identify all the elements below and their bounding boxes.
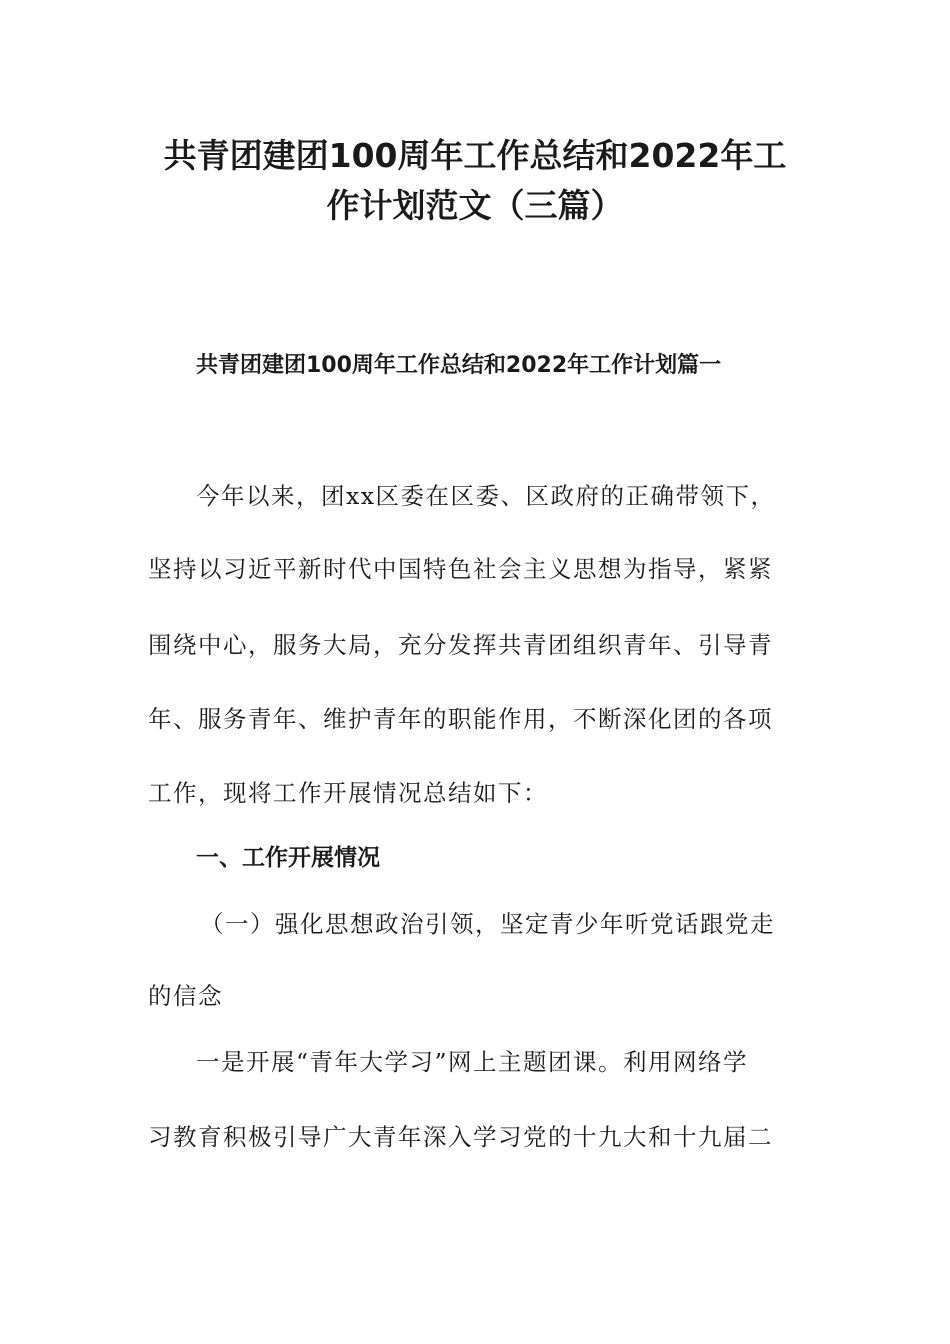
subheading-line-2: 的信念 <box>148 982 223 1010</box>
document-title-line-1: 共青团建团100周年工作总结和2022年工 <box>163 136 787 175</box>
intro-line-1: 今年以来，团xx区委在区委、区政府的正确带领下， <box>196 482 776 510</box>
intro-line-4: 年、服务青年、维护青年的职能作用，不断深化团的各项 <box>148 705 773 733</box>
section-title: 共青团建团100周年工作总结和2022年工作计划篇一 <box>196 353 722 378</box>
intro-line-3: 围绕中心，服务大局，充分发挥共青团组织青年、引导青 <box>148 631 773 659</box>
document-title-line-2: 作计划范文（三篇） <box>326 186 624 225</box>
intro-line-2: 坚持以习近平新时代中国特色社会主义思想为指导，紧紧 <box>148 555 773 583</box>
body-line-1: 一是开展“青年大学习”网上主题团课。利用网络学 <box>196 1048 749 1076</box>
heading-work-status: 一、工作开展情况 <box>196 845 380 871</box>
subheading-line-1: （一）强化思想政治引领，坚定青少年听党话跟党走 <box>200 910 775 938</box>
intro-line-5: 工作，现将工作开展情况总结如下： <box>148 779 548 807</box>
body-line-2: 习教育积极引导广大青年深入学习党的十九大和十九届二 <box>148 1123 773 1151</box>
